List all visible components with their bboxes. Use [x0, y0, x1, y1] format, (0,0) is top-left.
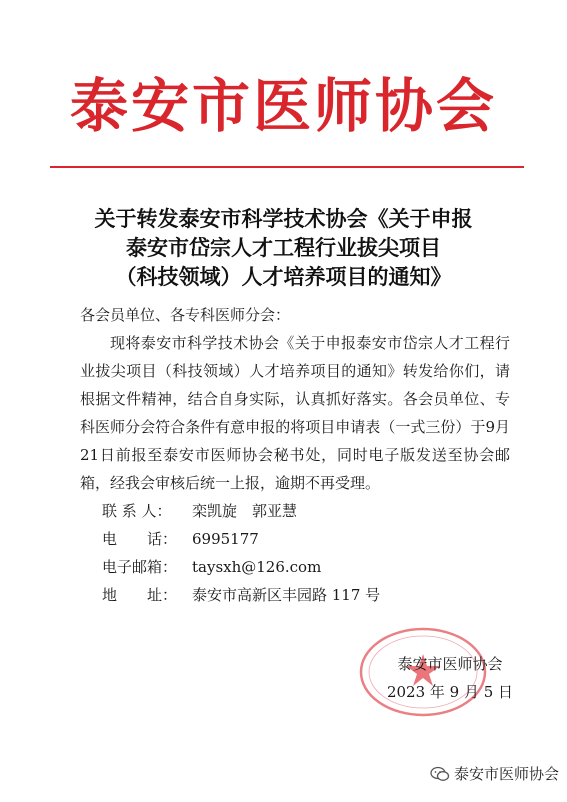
- signature-block: [370, 650, 530, 706]
- email-row: [80, 553, 510, 581]
- title-line-2: 泰安市岱宗人才工程行业拔尖项目: [126, 236, 441, 260]
- document-title: [0, 205, 567, 292]
- document-body: [80, 301, 510, 609]
- signature-date: 2023 年 9 月 5 日: [386, 683, 514, 701]
- phone-row: [80, 525, 510, 553]
- email-value: taysxh@126.com: [192, 558, 322, 576]
- signature-org: 泰安市医师协会: [397, 655, 503, 673]
- salutation: 各会员单位、各专科医师分会：: [80, 306, 291, 324]
- email-label: 电子邮箱：: [102, 558, 178, 576]
- masthead-title: 泰安市医师协会: [69, 72, 497, 140]
- contact-person-value: 栾凯旋 郭亚慧: [192, 502, 298, 520]
- contact-person-label: 联 系 人：: [102, 502, 172, 520]
- account-name: 泰安市医师协会: [454, 765, 560, 783]
- wechat-icon: [430, 766, 450, 782]
- contact-block: [80, 497, 510, 609]
- phone-value: 6995177: [192, 530, 259, 548]
- phone-label: 电 话：: [102, 530, 178, 548]
- address-value: 泰安市高新区丰园路 117 号: [192, 586, 381, 604]
- contact-person-row: [80, 497, 510, 525]
- main-paragraph: 现将泰安市科学技术协会《关于申报泰安市岱宗人才工程行业拔尖项目（科技领域）人才培养项目的通知》转发给你们，请根据文件精神，结合自身实际，认真抓好落实。各会员单位、专科医师分会符合条件有意申报的将项目申请表（一式三份）于9月21日前报至泰安市医师协会秘书处，同时电子版发送至协会邮箱，经我会审核后统一上报，逾期不再受理。: [80, 334, 510, 492]
- address-row: [80, 581, 510, 609]
- account-watermark: [430, 763, 559, 784]
- title-line-1: 关于转发泰安市科学技术协会《关于申报: [94, 207, 473, 231]
- red-divider: [50, 166, 524, 168]
- address-label: 地 址：: [102, 586, 178, 604]
- title-line-3: （科技领域）人才培养项目的通知》: [115, 265, 452, 289]
